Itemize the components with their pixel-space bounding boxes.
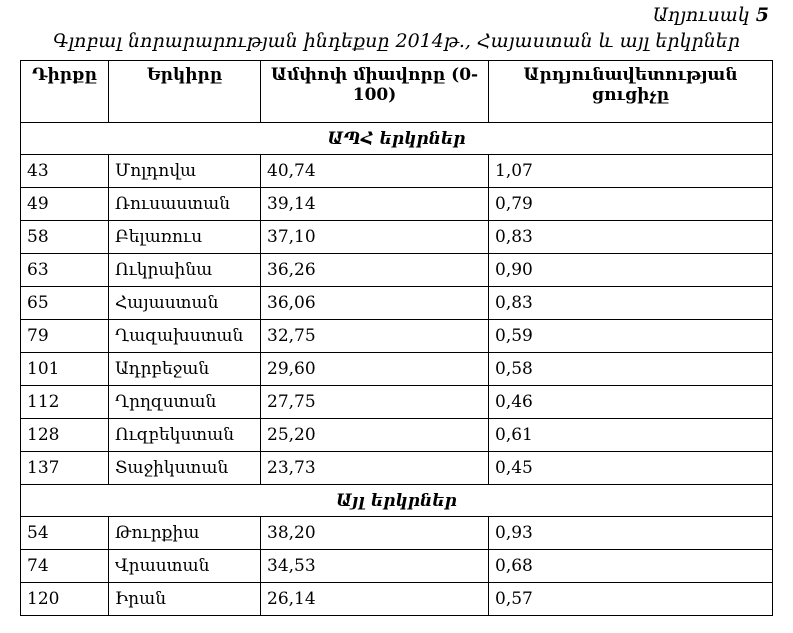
cell-efficiency: 0,83 xyxy=(489,221,773,254)
cell-country: Մոլդովա xyxy=(109,155,261,188)
table-row xyxy=(21,517,773,550)
innovation-index-table xyxy=(20,60,773,616)
table-row xyxy=(21,419,773,452)
cell-efficiency: 0,61 xyxy=(489,419,773,452)
cell-score: 26,14 xyxy=(261,583,489,616)
cell-efficiency: 0,93 xyxy=(489,517,773,550)
cell-rank: 63 xyxy=(21,254,109,287)
table-row xyxy=(21,320,773,353)
cell-score: 40,74 xyxy=(261,155,489,188)
cell-efficiency: 1,07 xyxy=(489,155,773,188)
table-row xyxy=(21,386,773,419)
cell-efficiency: 0,59 xyxy=(489,320,773,353)
cell-rank: 137 xyxy=(21,452,109,485)
cell-country: Վրաստան xyxy=(109,550,261,583)
cell-efficiency: 0,57 xyxy=(489,583,773,616)
header-row xyxy=(21,61,773,123)
cell-rank: 49 xyxy=(21,188,109,221)
cell-rank: 120 xyxy=(21,583,109,616)
table-row xyxy=(21,287,773,320)
cell-score: 39,14 xyxy=(261,188,489,221)
cell-score: 27,75 xyxy=(261,386,489,419)
cell-score: 23,73 xyxy=(261,452,489,485)
cell-rank: 74 xyxy=(21,550,109,583)
cell-country: Իրան xyxy=(109,583,261,616)
cell-efficiency: 0,46 xyxy=(489,386,773,419)
table-row xyxy=(21,188,773,221)
cell-country: Թուրքիա xyxy=(109,517,261,550)
section-row xyxy=(21,123,773,155)
cell-efficiency: 0,79 xyxy=(489,188,773,221)
cell-country: Ուզբեկստան xyxy=(109,419,261,452)
cell-country: Բելառուս xyxy=(109,221,261,254)
table-body xyxy=(21,123,773,616)
table-title: Գլոբալ նորարարության ինդեքսը 2014թ., Հայաստան և այլ երկրներ xyxy=(53,30,740,52)
header-efficiency: Արդյունավետության ցուցիչը xyxy=(489,61,773,123)
cell-country: Ադրբեջան xyxy=(109,353,261,386)
cell-score: 38,20 xyxy=(261,517,489,550)
annex-number: 5 xyxy=(755,4,769,26)
cell-score: 32,75 xyxy=(261,320,489,353)
cell-rank: 43 xyxy=(21,155,109,188)
header-score: Ամփոփ միավորը (0-100) xyxy=(261,61,489,123)
cell-rank: 128 xyxy=(21,419,109,452)
table-caption-number xyxy=(653,4,769,26)
cell-rank: 112 xyxy=(21,386,109,419)
section-label: ԱՊՀ երկրներ xyxy=(21,123,773,155)
table-row xyxy=(21,353,773,386)
cell-rank: 101 xyxy=(21,353,109,386)
header-country: Երկիրը xyxy=(109,61,261,123)
cell-rank: 65 xyxy=(21,287,109,320)
table-row xyxy=(21,155,773,188)
cell-score: 25,20 xyxy=(261,419,489,452)
annex-prefix: Աղյուսակ xyxy=(652,4,750,26)
cell-efficiency: 0,58 xyxy=(489,353,773,386)
header-rank: Դիրքը xyxy=(21,61,109,123)
cell-efficiency: 0,90 xyxy=(489,254,773,287)
table-row xyxy=(21,452,773,485)
cell-rank: 79 xyxy=(21,320,109,353)
cell-score: 36,06 xyxy=(261,287,489,320)
cell-score: 29,60 xyxy=(261,353,489,386)
section-label: Այլ երկրներ xyxy=(21,485,773,517)
section-row xyxy=(21,485,773,517)
cell-rank: 54 xyxy=(21,517,109,550)
cell-country: Ղրղզստան xyxy=(109,386,261,419)
cell-efficiency: 0,68 xyxy=(489,550,773,583)
cell-rank: 58 xyxy=(21,221,109,254)
cell-country: Ուկրաինա xyxy=(109,254,261,287)
cell-efficiency: 0,45 xyxy=(489,452,773,485)
cell-country: Ղազախստան xyxy=(109,320,261,353)
cell-score: 36,26 xyxy=(261,254,489,287)
cell-score: 37,10 xyxy=(261,221,489,254)
table-row xyxy=(21,583,773,616)
table-row xyxy=(21,254,773,287)
cell-efficiency: 0,83 xyxy=(489,287,773,320)
table-row xyxy=(21,221,773,254)
cell-country: Հայաստան xyxy=(109,287,261,320)
table-row xyxy=(21,550,773,583)
cell-score: 34,53 xyxy=(261,550,489,583)
cell-country: Ռուսաստան xyxy=(109,188,261,221)
cell-country: Տաջիկստան xyxy=(109,452,261,485)
